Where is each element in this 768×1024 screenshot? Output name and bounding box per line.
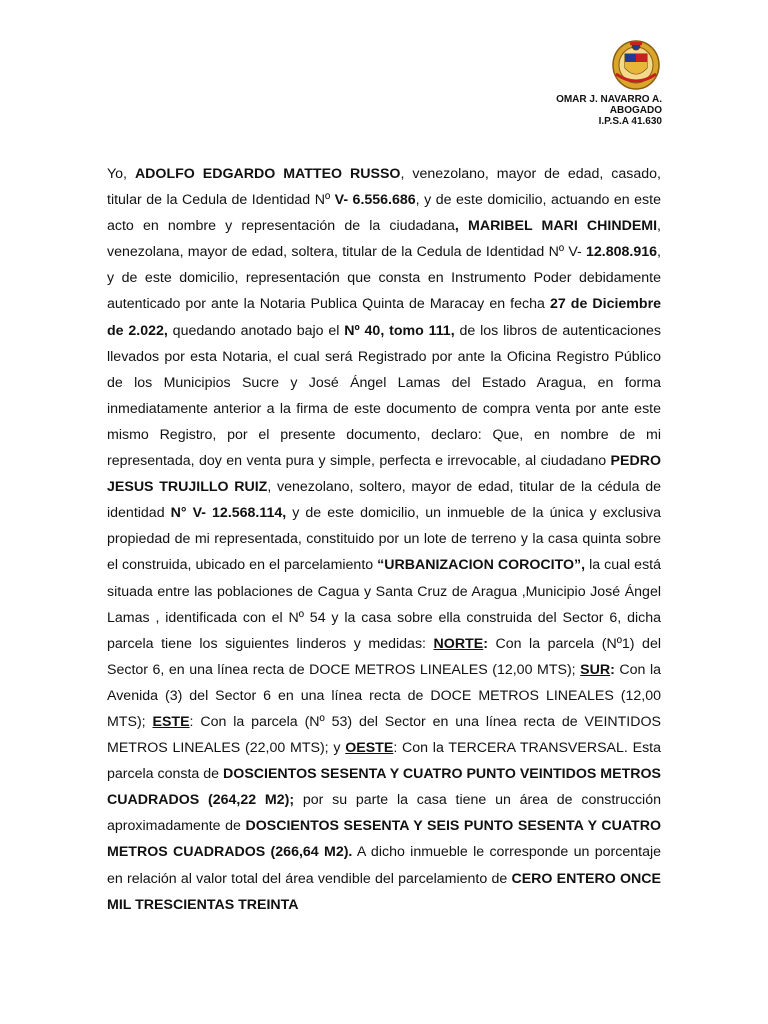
buyer-id: N° V- 12.568.114,	[170, 505, 287, 522]
lot-area: DOSCIENTOS SESENTA Y CUATRO PUNTO VEINTIDOS METROS CUADRADOS (264,22 M2);	[107, 766, 661, 809]
coat-of-arms-seal-icon	[610, 38, 662, 90]
urbanization-name: “URBANIZACION COROCITO”,	[377, 557, 586, 574]
text-run: la cual está situada entre las poblaciones de Cagua y Santa Cruz de Aragua ,Municipio José Ángel Lamas , identificada con el Nº 54 y la casa sobre ella construida del Sector 6, dicha parcela tiene los siguientes linderos y medidas:	[107, 557, 661, 652]
seller-name: ADOLFO EDGARDO MATTEO RUSSO	[134, 166, 401, 182]
text-run: Con la Avenida (3) del Sector 6 en una línea recta de DOCE METROS LINEALES (12,00 MTS);	[107, 661, 661, 730]
text-run: : Con la parcela (Nº 53) del Sector en una línea recta de VEINTIDOS METROS LINEALES (22,00 MTS); y	[107, 713, 661, 757]
text-run: quedando anotado bajo el	[167, 322, 345, 339]
lawyer-title: ABOGADO	[609, 105, 662, 116]
seller-id: V- 6.556.686	[334, 192, 416, 209]
text-run: de los libros de autenticaciones llevados por esta Notaria, el cual será Registrado por ante la Oficina Registro Público de los Municipios Sucre y José Ángel Lamas del Estado Aragua, en forma inmediatamente anterior a la firma de este documento de compra venta por ante este mismo Registro, por el presente documento, declaro: Que, en nombre de mi representada, doy en venta pura y simple, perfecta e irrevocable, al ciudadano	[107, 322, 662, 470]
letterhead	[556, 38, 662, 127]
power-date: 27 de Diciembre de 2.022,	[107, 296, 661, 339]
text-run: A dicho inmueble le corresponde un porcentaje en relación al valor total del área vendible del parcelamiento de	[107, 844, 661, 887]
record-number: Nº 40, tomo 111,	[344, 322, 455, 339]
text-run: :	[610, 661, 615, 678]
document-body	[107, 161, 661, 918]
document-paragraph	[107, 161, 661, 918]
represented-id: 12.808.916	[586, 244, 658, 261]
ipsa-number: I.P.S.A 41.630	[598, 116, 662, 127]
text-run: , y de este domicilio, actuando en este acto en nombre y representación de la ciudadana	[107, 192, 661, 235]
text-run: por su parte la casa tiene un área de construcción aproximadamente de	[107, 792, 661, 835]
buyer-name: PEDRO JESUS TRUJILLO RUIZ	[107, 453, 661, 496]
text-run: y de este domicilio, un inmueble de la única y exclusiva propiedad de mi representada, constituido por un lote de terreno y la casa quinta sobre el construida, ubicado en el parcelamiento	[107, 505, 662, 574]
represented-name: , MARIBEL MARI CHINDEMI	[454, 218, 658, 235]
percentage-text: CERO ENTERO ONCE MIL TRESCIENTAS TREINTA	[107, 870, 661, 913]
boundary-south-label: SUR	[580, 661, 611, 678]
text-run: , venezolana, mayor de edad, soltera, titular de la Cedula de Identidad Nº V-	[107, 218, 661, 261]
text-run: , venezolano, soltero, mayor de edad, titular de la cédula de identidad	[107, 479, 661, 522]
text-run: , y de este domicilio, representación que consta en Instrumento Poder debidamente autenticado por ante la Notaria Publica Quinta de Maracay en fecha	[107, 244, 661, 313]
text-run: :	[483, 635, 488, 652]
construction-area: DOSCIENTOS SESENTA Y SEIS PUNTO SESENTA Y CUATRO METROS CUADRADOS (266,64 M2).	[107, 818, 661, 861]
boundary-east-label: ESTE	[152, 713, 190, 730]
text-run: Con la parcela (Nº1) del Sector 6, en una línea recta de DOCE METROS LINEALES (12,00 MTS);	[107, 635, 661, 678]
text-run: Yo,	[107, 166, 135, 182]
boundary-north-label: NORTE	[433, 635, 484, 652]
text-run: , venezolano, mayor de edad, casado, titular de la Cedula de Identidad Nº	[107, 166, 661, 209]
text-run: : Con la TERCERA TRANSVERSAL. Esta parcela consta de	[107, 740, 661, 783]
boundary-west-label: OESTE	[345, 740, 394, 757]
lawyer-name: OMAR J. NAVARRO A.	[556, 94, 662, 105]
